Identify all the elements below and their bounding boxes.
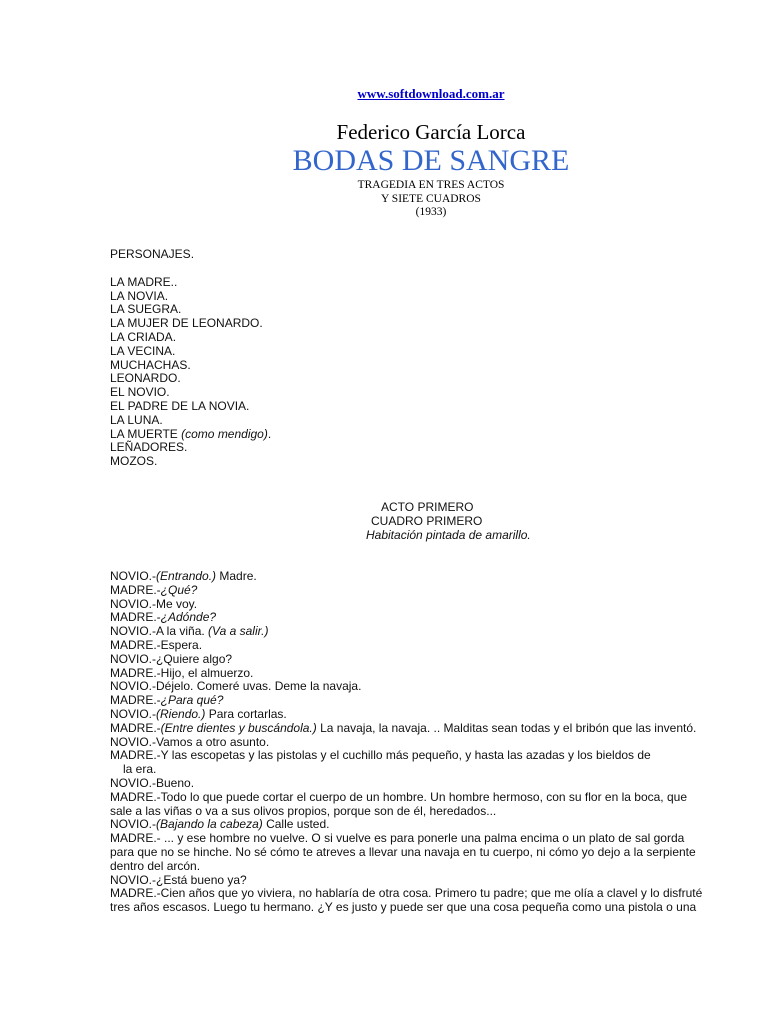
character-item [110,372,271,386]
dialogue-text-run: MADRE.-Hijo, el almuerzo. [110,665,254,680]
dialogue-text-run: MADRE.-Cien años que yo viviera, no hablaría de otra cosa. Primero tu padre; que me olía a clavel y lo disfruté [110,886,703,901]
character-item [110,414,271,428]
dialogue-line [110,749,750,763]
dialogue-line [110,611,750,625]
dialogue-text-run: MADRE.- [110,610,161,625]
dialogue-line [110,598,750,612]
character-item [110,345,271,359]
stage-direction: ¿Adónde? [160,610,217,625]
dialogue-line [110,584,750,598]
dialogue-text-run: MADRE.- ... y ese hombre no vuelve. O si vuelve es para ponerle una palma encima o un plato de sal gorda [110,831,685,846]
stage-direction: (Entre dientes y buscándola.) [160,720,317,735]
dialogue-text-run: MADRE.- [110,720,161,735]
dialogue-text-run: NOVIO.- [110,817,157,832]
subtitle-line: TRAGEDIA EN TRES ACTOS [357,179,505,191]
character-name: LA NOVIA. [110,288,169,303]
dialogue-line [110,736,750,750]
dialogue-text-run: Calle usted. [262,817,330,832]
character-item [110,290,271,304]
dialogue-text-run: NOVIO.-Déjelo. Comeré uvas. Deme la navaja. [110,679,362,694]
character-name: EL NOVIO. [110,385,170,400]
character-name: LEÑADORES. [110,440,188,455]
dialogue-text-run: MADRE.- [110,582,161,597]
dialogue-text-run: NOVIO.- [110,569,157,583]
dialogue-text-run: NOVIO.-Me voy. [110,596,198,611]
stage-direction: (Riendo.) [156,706,206,721]
dialogue-text-run: La navaja, la navaja. .. Malditas sean todas y el bribón que las inventó. [316,720,697,735]
dialogue-text-run: sale a las viñas o va a sus olivos propios, porque son de él, heredados... [110,803,497,818]
dialogue-text-run: Para cortarlas. [205,706,287,721]
dialogue-text-run: NOVIO.-Bueno. [110,775,195,790]
character-item [110,276,271,290]
dialogue-text-run: la era. [123,762,157,777]
dialogue-text-run: MADRE.-Todo lo que puede cortar el cuerpo de un hombre. Un hombre hermoso, con su flor en la boca, que [110,789,687,804]
character-name: MUCHACHAS. [110,357,191,372]
dialogue-line [110,570,750,584]
stage-direction: ¿Qué? [160,582,198,597]
dialogue-line [110,874,750,888]
character-note: (como mendigo) [181,426,268,441]
dialogue-line [110,667,750,681]
dialogue-text-run: dentro del arcón. [110,858,201,873]
character-list-heading: PERSONAJES. [110,247,195,261]
character-suffix: . [267,426,272,441]
play-title: BODAS DE SANGRE [292,144,570,177]
character-item [110,359,271,373]
dialogue-line [110,805,750,819]
author-name: Federico García Lorca [336,120,526,144]
dialogue-text [110,570,750,915]
character-name: LA LUNA. [110,412,163,427]
act-title: ACTO PRIMERO [381,500,474,514]
dialogue-line [110,708,750,722]
dialogue-text-run: NOVIO.-¿Quiere algo? [110,651,233,666]
dialogue-line [110,887,750,901]
stage-direction: (Va a salir.) [208,624,269,639]
source-url-link[interactable]: www.softdownload.com.ar [357,86,505,101]
stage-direction: (Entrando.) [156,569,217,583]
character-item [110,331,271,345]
dialogue-text-run: NOVIO.-A la viña. [110,624,209,639]
dialogue-line [110,901,750,915]
scene-setting: Habitación pintada de amarillo. [366,528,531,542]
character-name: LA SUEGRA. [110,302,182,317]
character-name: EL PADRE DE LA NOVIA. [110,398,250,413]
character-item [110,386,271,400]
character-item [110,441,271,455]
dialogue-line [110,846,750,860]
character-item [110,455,271,469]
dialogue-text-run: para que no se hinche. No sé cómo te atreves a llevar una navaja en tu cuerpo, ni cómo yo dejo a la serpiente [110,844,696,859]
character-item [110,303,271,317]
dialogue-line [110,832,750,846]
dialogue-line [110,860,750,874]
dialogue-line [110,639,750,653]
dialogue-line [110,791,750,805]
character-name: LEONARDO. [110,371,181,386]
dialogue-text-run: MADRE.-Y las escopetas y las pistolas y el cuchillo más pequeño, y hasta las azadas y los bieldos de [110,748,651,763]
character-items [110,276,271,469]
dialogue-text-run: NOVIO.-Vamos a otro asunto. [110,734,270,749]
character-name: LA CRIADA. [110,329,177,344]
stage-direction: ¿Para qué? [160,693,224,708]
character-item [110,317,271,331]
dialogue-line [110,680,750,694]
character-name: LA MADRE.. [110,274,178,289]
dialogue-line [110,722,750,736]
dialogue-text-run: Madre. [216,569,257,583]
character-name: LA MUERTE [110,426,182,441]
dialogue-line [110,625,750,639]
dialogue-line [110,653,750,667]
character-item [110,428,271,442]
scene-title: CUADRO PRIMERO [371,514,483,528]
dialogue-text-run: MADRE.-Espera. [110,637,203,652]
dialogue-text-run: NOVIO.- [110,706,157,721]
character-name: MOZOS. [110,454,158,469]
dialogue-line [110,777,750,791]
character-name: LA VECINA. [110,343,176,358]
subtitle-line: (1933) [415,206,447,218]
dialogue-text-run: MADRE.- [110,693,161,708]
character-list [110,248,271,469]
character-name: LA MUJER DE LEONARDO. [110,316,263,331]
play-subtitle [0,179,768,220]
subtitle-line: Y SIETE CUADROS [381,192,481,205]
dialogue-text-run: tres años escasos. Luego tu hermano. ¿Y es justo y puede ser que una cosa pequeña como una pistola o una [110,900,697,915]
dialogue-line [110,694,750,708]
character-item [110,400,271,414]
dialogue-text-run: NOVIO.-¿Está bueno ya? [110,872,247,887]
dialogue-line [110,763,750,777]
dialogue-line [110,818,750,832]
stage-direction: (Bajando la cabeza) [156,817,263,832]
